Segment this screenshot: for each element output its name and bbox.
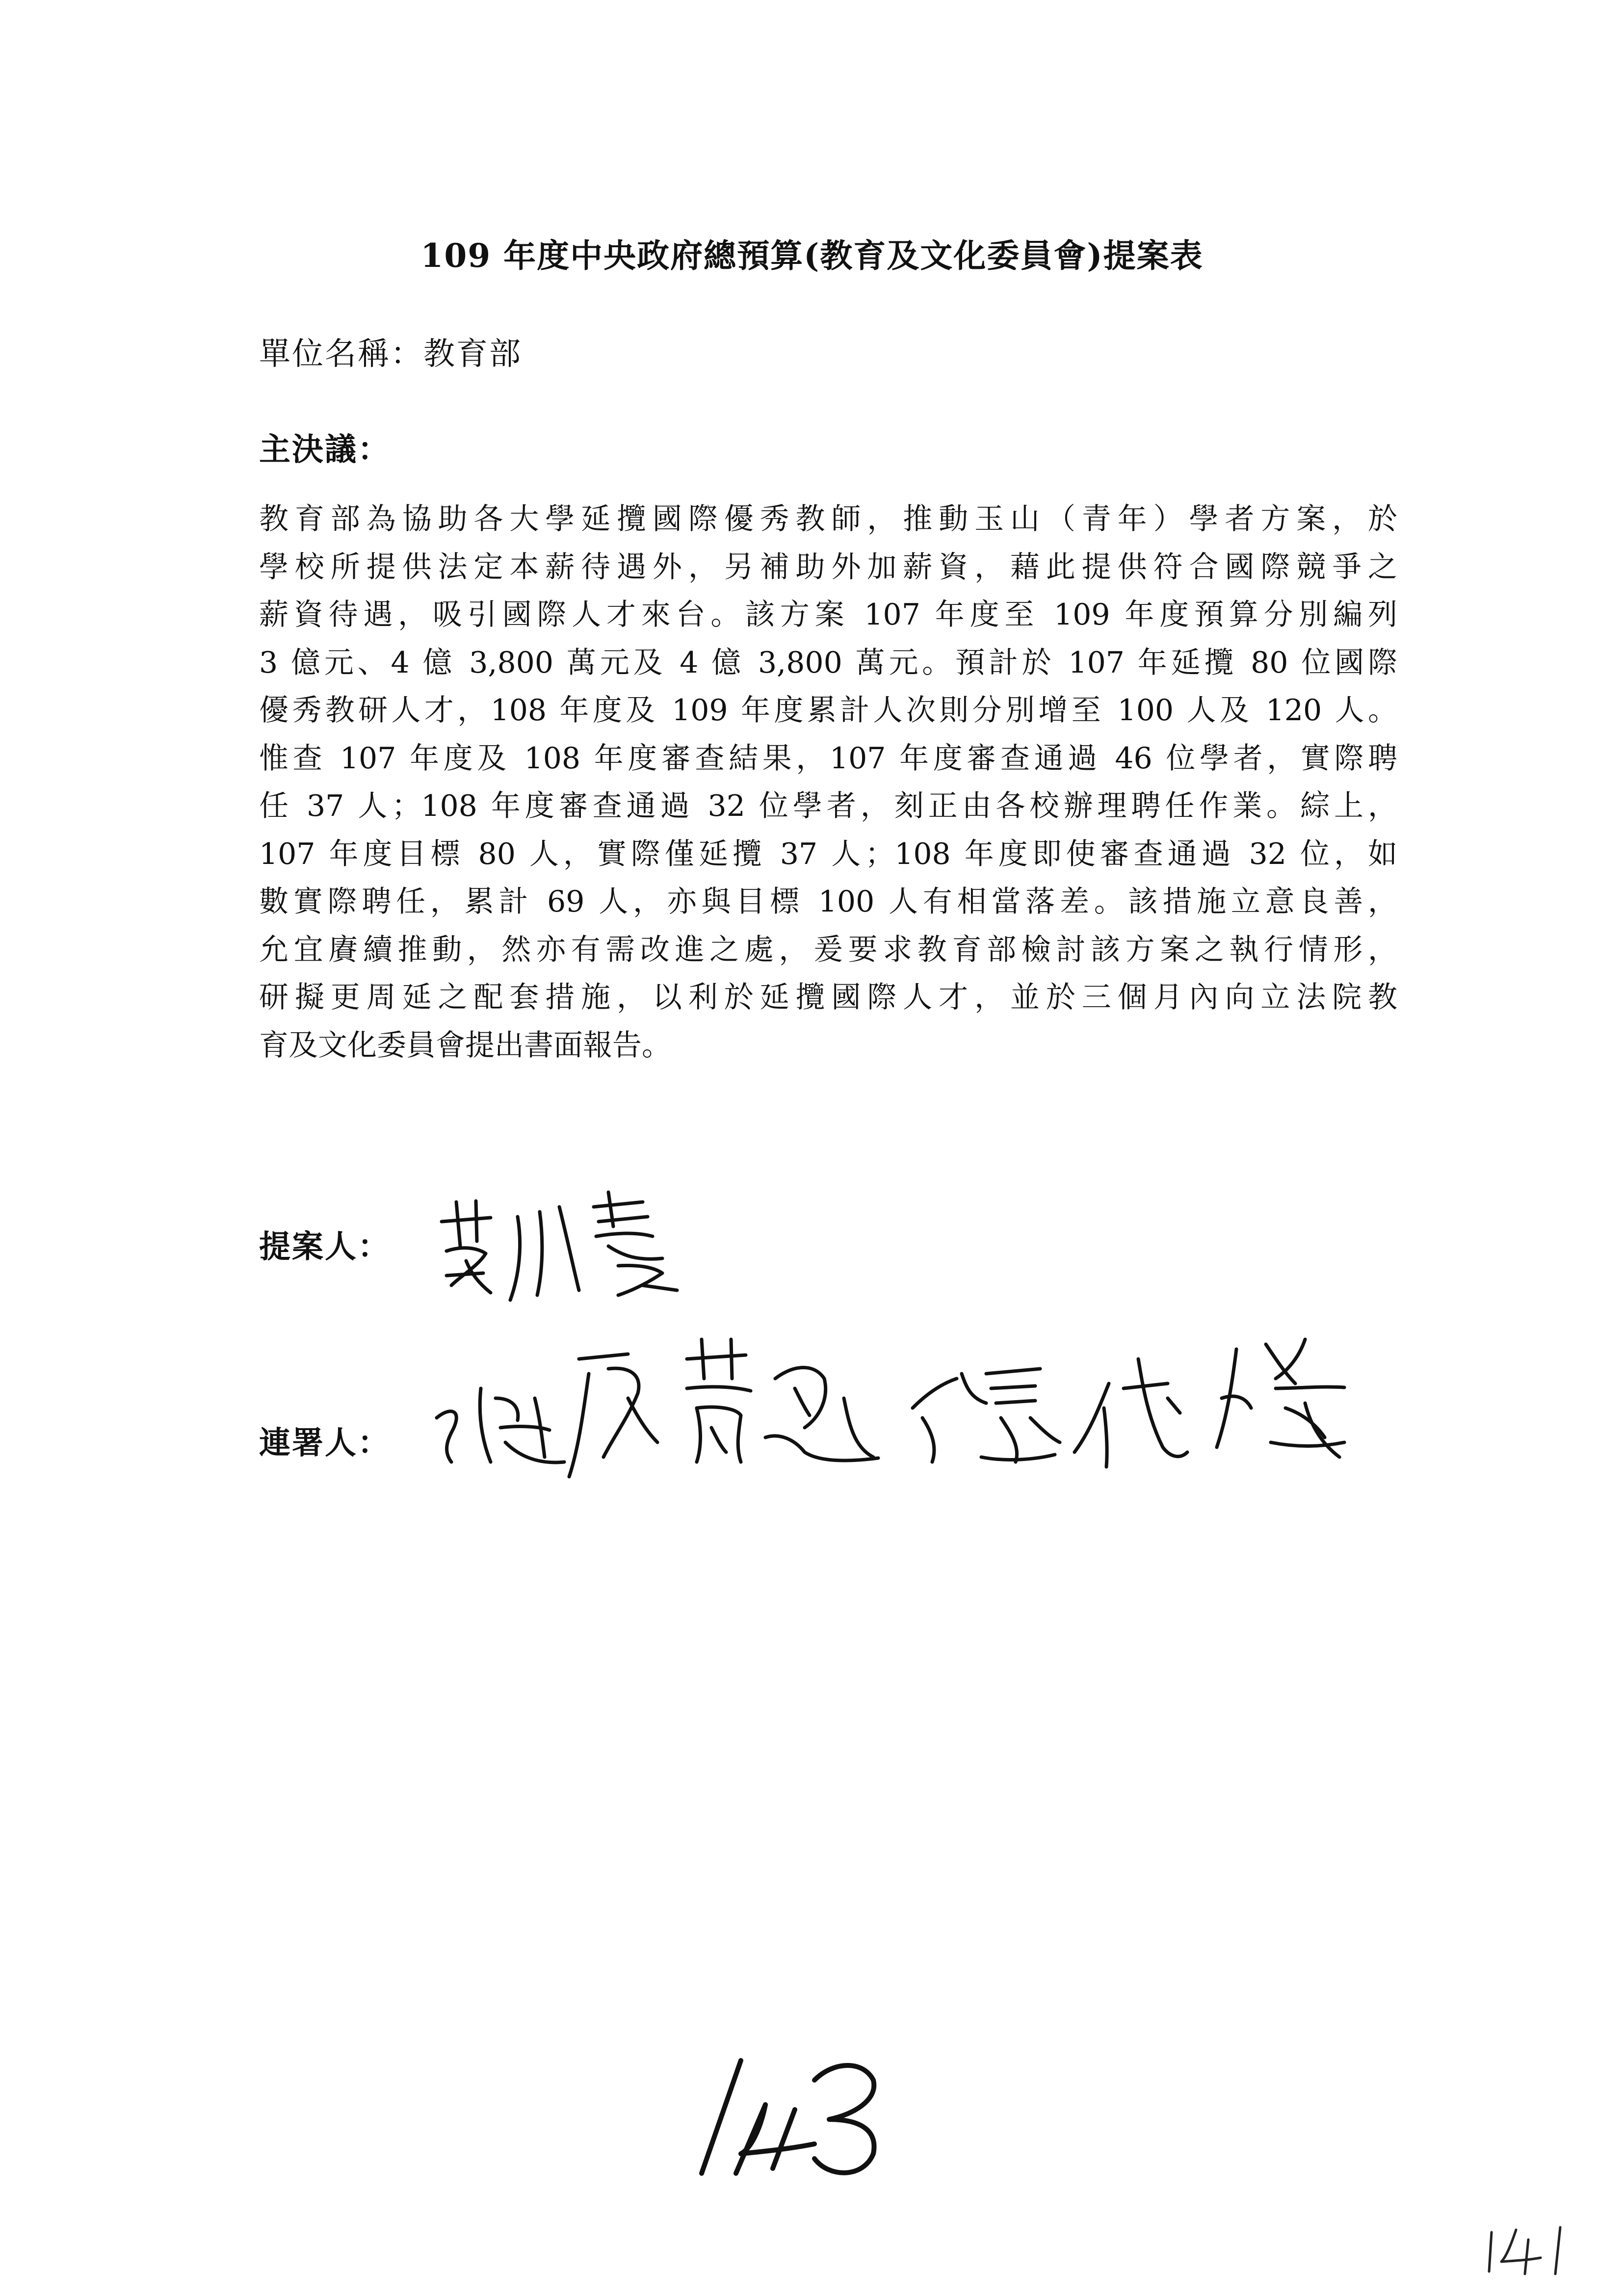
- resolution-heading: 主決議：: [259, 431, 391, 468]
- body-line: 107 年度目標 80 人，實際僅延攬 37 人；108 年度即使審查通過 32 位，如: [259, 836, 1397, 871]
- body-line: 研擬更周延之配套措施，以利於延攬國際人才，並於三個月內向立法院教: [259, 980, 1397, 1015]
- body-line: 惟查 107 年度及 108 年度審查結果，107 年度審查通過 46 位學者，實際聘: [259, 741, 1397, 776]
- cosigner-signatures: [422, 1300, 1442, 1506]
- body-line: 數實際聘任，累計 69 人，亦與目標 100 人有相當落差。該措施立意良善，: [259, 885, 1397, 919]
- handwritten-page-number: [667, 2046, 922, 2185]
- resolution-body: [259, 496, 1397, 1070]
- document-title: 109 年度中央政府總預算(教育及文化委員會)提案表: [420, 236, 1204, 275]
- unit-label: 單位名稱：: [259, 336, 423, 372]
- handwritten-corner-number: [1482, 2222, 1580, 2283]
- cosigner-label: 連署人：: [259, 1425, 391, 1461]
- handwritten-page-number-glyphs: [667, 2046, 922, 2183]
- unit-row: [259, 329, 522, 374]
- handwritten-corner-number-glyphs: [1482, 2222, 1580, 2281]
- body-line: 學校所提供法定本薪待遇外，另補助外加薪資，藉此提供符合國際競爭之: [259, 549, 1397, 584]
- body-line: 教育部為協助各大學延攬國際優秀教師，推動玉山（青年）學者方案，於: [259, 502, 1397, 536]
- unit-value: 教育部: [423, 336, 522, 372]
- body-line: 允宜賡續推動，然亦有需改進之處，爰要求教育部檢討該方案之執行情形，: [259, 932, 1397, 967]
- body-line: 育及文化委員會提出書面報告。: [259, 1028, 671, 1063]
- proposer-signature: [432, 1187, 746, 1315]
- body-line: 優秀教研人才，108 年度及 109 年度累計人次則分別增至 100 人及 120 人。: [259, 693, 1397, 728]
- body-line: 3 億元、4 億 3,800 萬元及 4 億 3,800 萬元。預計於 107 年延攬 80 位國際: [259, 645, 1397, 680]
- proposer-label: 提案人：: [259, 1228, 391, 1265]
- body-line: 任 37 人；108 年度審查通過 32 位學者，刻正由各校辦理聘任作業。綜上，: [259, 789, 1397, 823]
- body-line: 薪資待遇，吸引國際人才來台。該方案 107 年度至 109 年度預算分別編列: [259, 598, 1397, 632]
